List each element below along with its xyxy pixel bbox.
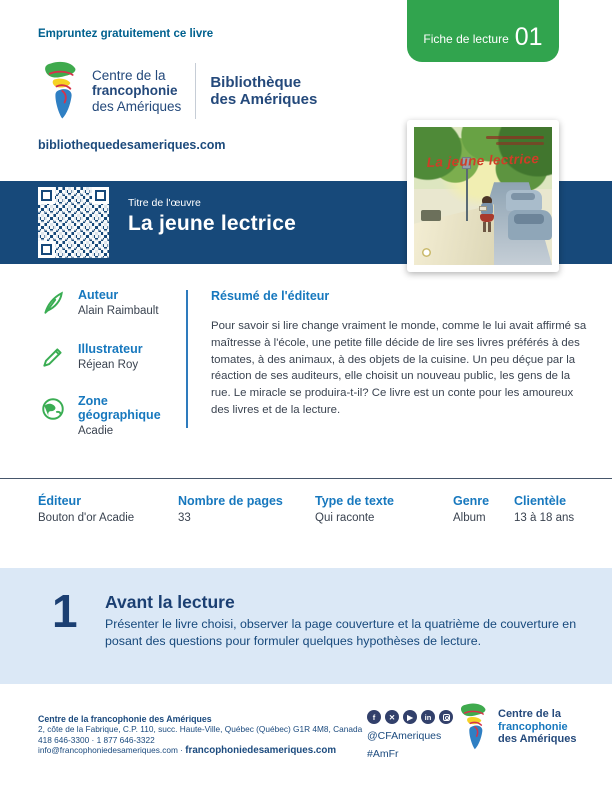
footer-logo-line3: des Amériques bbox=[498, 733, 577, 746]
americas-logo-icon bbox=[38, 60, 82, 122]
cover-publisher-mark bbox=[422, 248, 431, 257]
social-handle: @CFAmeriques bbox=[367, 730, 442, 742]
zone-value: Acadie bbox=[78, 425, 114, 437]
activity-title: Avant la lecture bbox=[105, 592, 235, 612]
pencil-icon bbox=[40, 344, 66, 370]
x-icon[interactable]: ✕ bbox=[385, 710, 399, 724]
quill-icon bbox=[40, 290, 66, 316]
audience-label: Clientèle bbox=[514, 494, 567, 508]
pages-label: Nombre de pages bbox=[178, 494, 283, 508]
cover-bench bbox=[421, 210, 441, 221]
library-website-link[interactable]: bibliothequedesameriques.com bbox=[38, 138, 226, 152]
badge-number: 01 bbox=[514, 23, 543, 51]
logo-line1: Centre de la bbox=[92, 67, 166, 83]
activity-number: 1 bbox=[52, 585, 78, 637]
metadata-rule bbox=[0, 478, 612, 479]
book-cover-illustration bbox=[414, 127, 552, 265]
book-cover bbox=[407, 120, 559, 272]
qr-finder-icon bbox=[38, 187, 55, 204]
cover-title: La jeune lectrice bbox=[426, 151, 540, 170]
footer-address: 2, côte de la Fabrique, C.P. 110, succ. Haute-Ville, Québec (Québec) G1R 4M8, Canada bbox=[38, 724, 363, 735]
genre-column bbox=[453, 494, 489, 524]
text-type-value: Qui raconte bbox=[315, 512, 375, 524]
author-item bbox=[40, 288, 190, 317]
cover-car bbox=[508, 210, 552, 240]
work-title: La jeune lectrice bbox=[128, 212, 296, 235]
footer-org-name: Centre de la francophonie des Amériques bbox=[38, 714, 212, 724]
pages-value: 33 bbox=[178, 512, 191, 524]
header-logos bbox=[38, 60, 317, 122]
publisher-value: Bouton d'or Acadie bbox=[38, 512, 135, 524]
illustrator-item bbox=[40, 342, 190, 371]
cover-car bbox=[506, 190, 542, 211]
author-label: Auteur bbox=[78, 288, 119, 302]
footer-separator: · bbox=[177, 744, 186, 755]
footer-links-line bbox=[38, 745, 362, 756]
activity-section bbox=[0, 568, 612, 684]
pages-column bbox=[178, 494, 283, 524]
summary-title: Résumé de l'éditeur bbox=[211, 289, 330, 303]
publisher-column bbox=[38, 494, 134, 524]
borrow-note: Empruntez gratuitement ce livre bbox=[38, 28, 214, 40]
genre-value: Album bbox=[453, 512, 486, 524]
activity-text: Présenter le livre choisi, observer la page couverture et la quatrième de couverture en posant des questions pour formuler quelques hypothèses de lecture. bbox=[105, 617, 577, 648]
library-line1: Bibliothèque bbox=[210, 74, 302, 91]
cover-signpost bbox=[466, 163, 468, 221]
audience-value: 13 à 18 ans bbox=[514, 512, 575, 524]
publisher-label: Éditeur bbox=[38, 494, 82, 508]
footer-website-link[interactable]: francophoniedesameriques.com bbox=[185, 744, 337, 756]
genre-label: Genre bbox=[453, 494, 490, 508]
cover-illustrator-credit bbox=[496, 142, 544, 145]
qr-finder-icon bbox=[92, 187, 109, 204]
fiche-number-badge bbox=[407, 0, 559, 62]
text-type-column bbox=[315, 494, 394, 524]
youtube-icon[interactable]: ▶ bbox=[403, 710, 417, 724]
logo-line3: des Amériques bbox=[92, 98, 182, 114]
audience-column bbox=[514, 494, 574, 524]
social-icons-row bbox=[367, 710, 453, 724]
illustrator-label: Illustrateur bbox=[78, 342, 143, 356]
illustrator-value: Réjean Roy bbox=[78, 359, 139, 371]
logo-divider bbox=[195, 63, 196, 119]
footer-phones: 418 646-3300 · 1 877 646-3322 bbox=[38, 734, 155, 745]
summary-text: Pour savoir si lire change vraiment le monde, comme le lui avait affirmé sa maîtresse à l'école, une petite fille décide de lire ses livres préférés à des tomates, à des animaux, à des objets de la cuisine. Un peu déçue par la réaction de ses auditeurs, elle choisit un nouveau public, les gens de la rue. Le miracle se produira-t-il? Ce livre est un conte pour les amoureux des livres et de la lecture. bbox=[211, 320, 587, 416]
footer-logo bbox=[456, 702, 576, 752]
footer-email-link[interactable]: info@francophoniedesameriques.com bbox=[38, 744, 178, 755]
facebook-icon[interactable]: f bbox=[367, 710, 381, 724]
qr-finder-icon bbox=[38, 241, 55, 258]
footer-address-block bbox=[38, 714, 362, 756]
instagram-icon[interactable] bbox=[439, 710, 453, 724]
footer-logo-line1: Centre de la bbox=[498, 708, 561, 721]
text-type-label: Type de texte bbox=[315, 494, 394, 508]
cover-girl-reading bbox=[479, 196, 495, 232]
americas-logo-icon bbox=[456, 702, 490, 752]
zone-label: Zone géographique bbox=[78, 394, 161, 422]
badge-label: Fiche de lecture bbox=[423, 32, 509, 46]
bibliotheque-logo-text bbox=[210, 74, 317, 108]
library-line2: des Amériques bbox=[210, 91, 318, 108]
zone-item bbox=[40, 394, 190, 437]
details-divider bbox=[186, 290, 188, 428]
author-value: Alain Raimbault bbox=[78, 305, 159, 317]
social-hashtag: #AmFr bbox=[367, 748, 399, 760]
cover-author-credit bbox=[486, 136, 544, 139]
centre-logo-text bbox=[92, 68, 181, 115]
logo-line2: francophonie bbox=[92, 83, 178, 99]
work-title-kicker: Titre de l'œuvre bbox=[128, 197, 201, 209]
globe-icon bbox=[40, 396, 66, 422]
footer-logo-line2: francophonie bbox=[498, 720, 568, 733]
qr-code[interactable] bbox=[38, 187, 109, 258]
linkedin-icon[interactable]: in bbox=[421, 710, 435, 724]
footer-logo-text bbox=[498, 708, 576, 746]
